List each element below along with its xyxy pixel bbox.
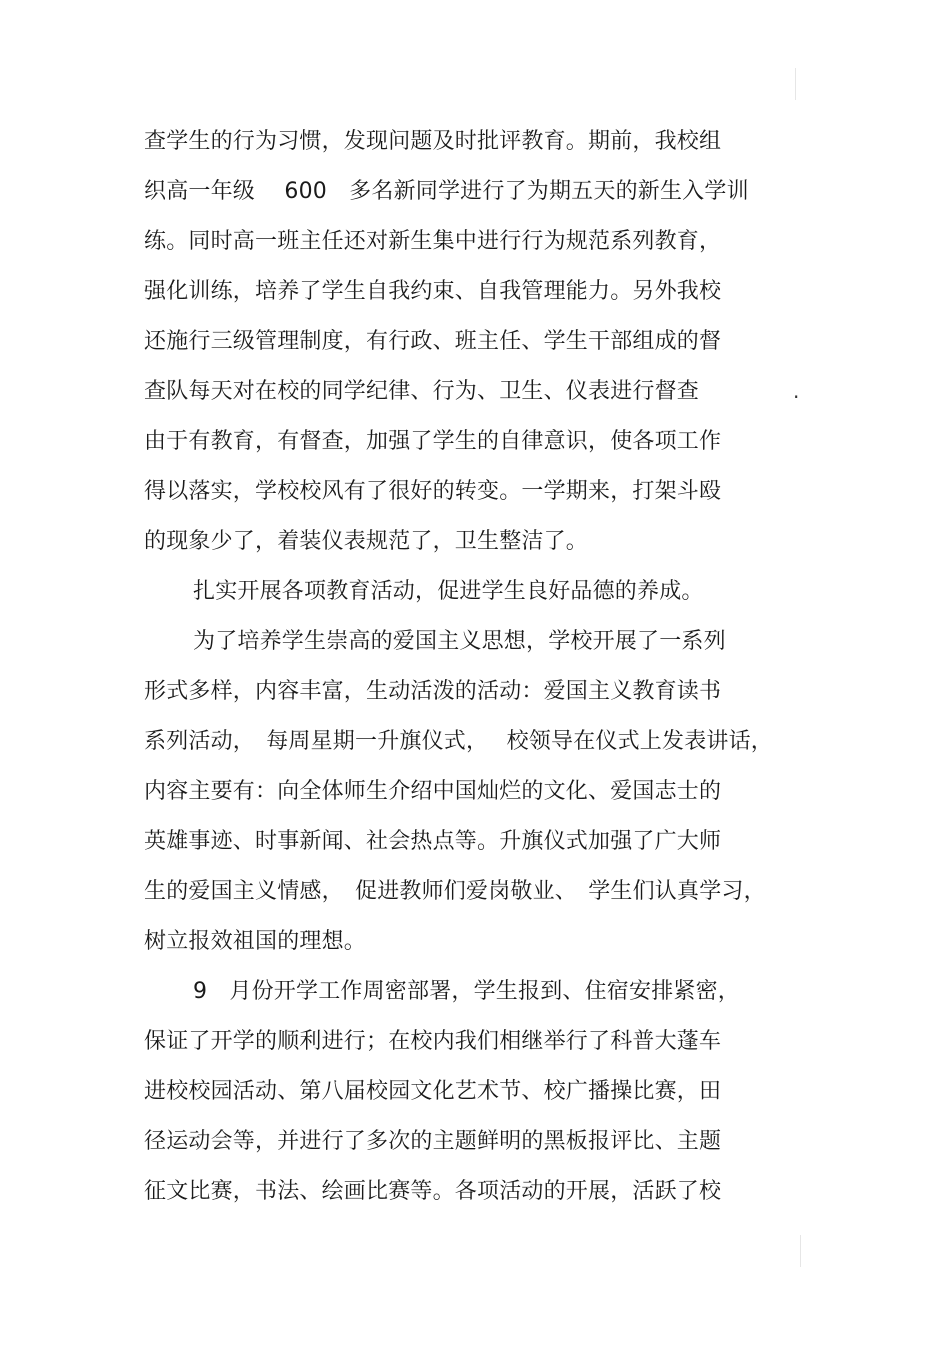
paragraph-line-13: 系列活动， 每周星期一升旗仪式， 校领导在仪式上发表讲话， — [144, 729, 773, 754]
paragraph-line-7: 由于有教育，有督查，加强了学生的自律意识，使各项工作 — [144, 429, 722, 454]
paragraph-line-15: 英雄事迹、时事新闻、社会热点等。升旗仪式加强了广大师 — [144, 829, 722, 854]
paragraph-line-2: 织高一年级 600 多名新同学进行了为期五天的新生入学训 — [144, 179, 749, 204]
stray-dot: . — [793, 379, 800, 403]
paragraph-line-16: 生的爱国主义情感， 促进教师们爱岗敬业、 学生们认真学习， — [144, 879, 766, 904]
paragraph-line-18: 9 月份开学工作周密部署，学生报到、住宿安排紧密， — [193, 979, 740, 1004]
paragraph-line-14: 内容主要有：向全体师生介绍中国灿烂的文化、爱国志士的 — [144, 779, 722, 804]
paragraph-line-3: 练。同时高一班主任还对新生集中进行行为规范系列教育， — [144, 229, 722, 254]
paragraph-line-5: 还施行三级管理制度，有行政、班主任、学生干部组成的督 — [144, 329, 722, 354]
paragraph-line-20: 进校校园活动、第八届校园文化艺术节、校广播操比赛，田 — [144, 1079, 722, 1104]
paragraph-line-12: 形式多样，内容丰富，生动活泼的活动：爱国主义教育读书 — [144, 679, 722, 704]
paragraph-line-4: 强化训练，培养了学生自我约束、自我管理能力。另外我校 — [144, 279, 722, 304]
top-right-margin-line — [795, 68, 796, 100]
paragraph-line-21: 径运动会等，并进行了多次的主题鲜明的黑板报评比、主题 — [144, 1129, 722, 1154]
paragraph-line-8: 得以落实，学校校风有了很好的转变。一学期来，打架斗殴 — [144, 479, 722, 504]
paragraph-line-17: 树立报效祖国的理想。 — [144, 929, 367, 954]
paragraph-line-1: 查学生的行为习惯，发现问题及时批评教育。期前，我校组 — [144, 129, 722, 154]
paragraph-line-6: 查队每天对在校的同学纪律、行为、卫生、仪表进行督查 — [144, 379, 700, 404]
bottom-right-margin-line — [800, 1235, 801, 1267]
paragraph-line-19: 保证了开学的顺利进行；在校内我们相继举行了科普大蓬车 — [144, 1029, 722, 1054]
paragraph-line-11: 为了培养学生崇高的爱国主义思想，学校开展了一系列 — [193, 629, 726, 654]
section-heading: 扎实开展各项教育活动，促进学生良好品德的养成。 — [193, 579, 704, 604]
paragraph-line-22: 征文比赛，书法、绘画比赛等。各项活动的开展，活跃了校 — [144, 1179, 722, 1204]
paragraph-line-9: 的现象少了，着装仪表规范了，卫生整洁了。 — [144, 529, 589, 554]
